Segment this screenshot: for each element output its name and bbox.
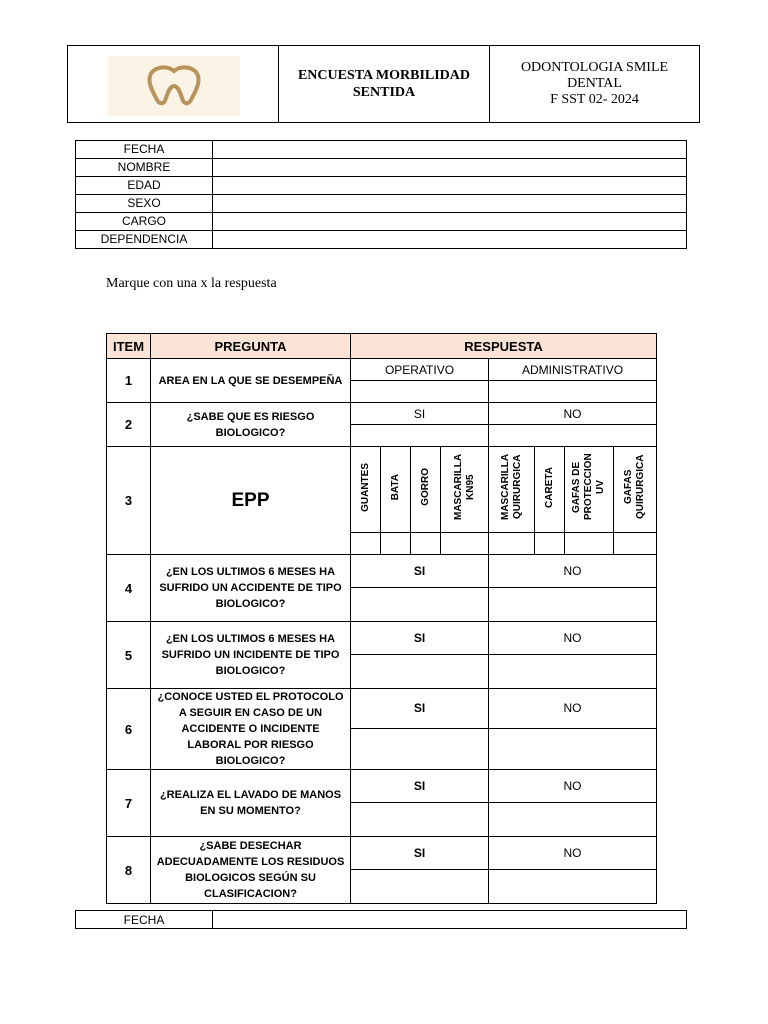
item-header: ITEM	[107, 334, 151, 359]
item-number: 1	[107, 359, 151, 403]
item-number: 3	[107, 447, 151, 555]
epp-option-text: GAFAS QUIRURGICA	[623, 454, 646, 520]
survey-row	[107, 555, 657, 588]
epp-option-text: MASCARILLA QUIRURGICA	[499, 453, 523, 521]
question-text: AREA EN LA QUE SE DESEMPEÑA	[151, 359, 351, 403]
epp-answer-cell[interactable]	[411, 533, 441, 555]
info-label: DEPENDENCIA	[76, 231, 213, 249]
answer-option-b: ADMINISTRATIVO	[489, 359, 657, 381]
epp-option-text: CARETA	[543, 466, 555, 508]
survey-row	[107, 689, 657, 729]
item-number: 2	[107, 403, 151, 447]
answer-option-b: NO	[489, 622, 657, 655]
answer-cell-a[interactable]	[351, 588, 489, 622]
epp-option-label	[411, 447, 441, 533]
company-name-line2: DENTAL	[567, 76, 622, 91]
item-number: 4	[107, 555, 151, 622]
personal-info-table	[75, 140, 687, 249]
survey-row	[107, 447, 657, 533]
answer-option-b: NO	[489, 403, 657, 425]
form-header	[67, 45, 700, 123]
answer-option-a: SI	[351, 622, 489, 655]
answer-cell-b[interactable]	[489, 655, 657, 689]
info-label: NOMBRE	[76, 159, 213, 177]
answer-cell-b[interactable]	[489, 728, 657, 769]
form-title: ENCUESTA MORBILIDAD SENTIDA	[279, 46, 490, 122]
item-number: 5	[107, 622, 151, 689]
question-text: ¿SABE QUE ES RIESGO BIOLOGICO?	[151, 403, 351, 447]
survey-row	[107, 622, 657, 655]
answer-option-a: SI	[351, 770, 489, 803]
epp-answer-cell[interactable]	[351, 533, 381, 555]
info-field[interactable]	[213, 195, 687, 213]
answer-cell-b[interactable]	[489, 588, 657, 622]
answer-option-a: SI	[351, 837, 489, 870]
question-text: ¿REALIZA EL LAVADO DE MANOS EN SU MOMENTO?	[151, 770, 351, 837]
epp-option-label	[351, 447, 381, 533]
question-text: ¿EN LOS ULTIMOS 6 MESES HA SUFRIDO UN ACCIDENTE DE TIPO BIOLOGICO?	[151, 555, 351, 622]
company-info	[490, 46, 699, 122]
epp-option-text: GORRO	[419, 468, 431, 506]
survey-row	[107, 359, 657, 381]
question-text: EPP	[151, 447, 351, 555]
footer-date-label: FECHA	[76, 911, 213, 929]
epp-option-label	[381, 447, 411, 533]
item-number: 8	[107, 837, 151, 904]
epp-option-label	[489, 447, 535, 533]
epp-answer-cell[interactable]	[535, 533, 565, 555]
question-header: PREGUNTA	[151, 334, 351, 359]
survey-table	[106, 333, 657, 904]
epp-answer-cell[interactable]	[441, 533, 489, 555]
answer-option-a: SI	[351, 403, 489, 425]
question-text: ¿EN LOS ULTIMOS 6 MESES HA SUFRIDO UN INCIDENTE DE TIPO BIOLOGICO?	[151, 622, 351, 689]
epp-option-text: MASCARILLA KN95	[452, 453, 476, 521]
question-text: ¿SABE DESECHAR ADECUADAMENTE LOS RESIDUOS BIOLOGICOS SEGÚN SU CLASIFICACION?	[151, 837, 351, 904]
info-label: SEXO	[76, 195, 213, 213]
epp-answer-cell[interactable]	[565, 533, 614, 555]
info-row	[76, 195, 687, 213]
answer-option-a: SI	[351, 689, 489, 729]
survey-row	[107, 403, 657, 425]
answer-cell-b[interactable]	[489, 870, 657, 904]
info-field[interactable]	[213, 159, 687, 177]
answer-option-b: NO	[489, 689, 657, 729]
epp-answer-cell[interactable]	[381, 533, 411, 555]
company-logo	[108, 56, 240, 116]
answer-cell-b[interactable]	[489, 425, 657, 447]
question-text: ¿CONOCE USTED EL PROTOCOLO A SEGUIR EN CASO DE UN ACCIDENTE O INCIDENTE LABORAL POR RIESGO BIOLOGICO?	[151, 689, 351, 770]
answer-option-b: NO	[489, 770, 657, 803]
info-label: EDAD	[76, 177, 213, 195]
footer-date-field[interactable]	[213, 911, 687, 929]
answer-option-a: OPERATIVO	[351, 359, 489, 381]
company-name-line1: ODONTOLOGIA SMILE	[520, 60, 669, 75]
answer-cell-a[interactable]	[351, 425, 489, 447]
answer-cell-b[interactable]	[489, 803, 657, 837]
answer-header: RESPUESTA	[351, 334, 657, 359]
epp-answer-cell[interactable]	[489, 533, 535, 555]
answer-cell-a[interactable]	[351, 803, 489, 837]
answer-cell-a[interactable]	[351, 728, 489, 769]
answer-option-a: SI	[351, 555, 489, 588]
survey-row	[107, 837, 657, 870]
survey-row	[107, 770, 657, 803]
epp-option-label	[535, 447, 565, 533]
epp-option-label	[565, 447, 614, 533]
info-field[interactable]	[213, 177, 687, 195]
answer-cell-a[interactable]	[351, 655, 489, 689]
epp-option-text: GAFAS DE PROTECCION UV	[571, 453, 606, 521]
info-label: FECHA	[76, 141, 213, 159]
answer-cell-b[interactable]	[489, 381, 657, 403]
info-row	[76, 231, 687, 249]
epp-answer-cell[interactable]	[614, 533, 657, 555]
item-number: 6	[107, 689, 151, 770]
answer-cell-a[interactable]	[351, 381, 489, 403]
footer-date-table	[75, 910, 687, 929]
epp-option-text: BATA	[389, 473, 401, 501]
answer-option-b: NO	[489, 837, 657, 870]
logo-cell	[68, 46, 279, 122]
item-number: 7	[107, 770, 151, 837]
info-field[interactable]	[213, 231, 687, 249]
info-label: CARGO	[76, 213, 213, 231]
answer-cell-a[interactable]	[351, 870, 489, 904]
info-row	[76, 213, 687, 231]
info-field[interactable]	[213, 213, 687, 231]
instruction-text: Marque con una x la respuesta	[106, 276, 277, 291]
epp-option-label	[614, 447, 657, 533]
info-field[interactable]	[213, 141, 687, 159]
info-row	[76, 141, 687, 159]
info-row	[76, 177, 687, 195]
answer-option-b: NO	[489, 555, 657, 588]
epp-option-label	[441, 447, 489, 533]
form-code: F SST 02- 2024	[550, 92, 639, 107]
info-row	[76, 159, 687, 177]
tooth-icon	[144, 64, 204, 108]
epp-option-text: GUANTES	[359, 462, 371, 512]
